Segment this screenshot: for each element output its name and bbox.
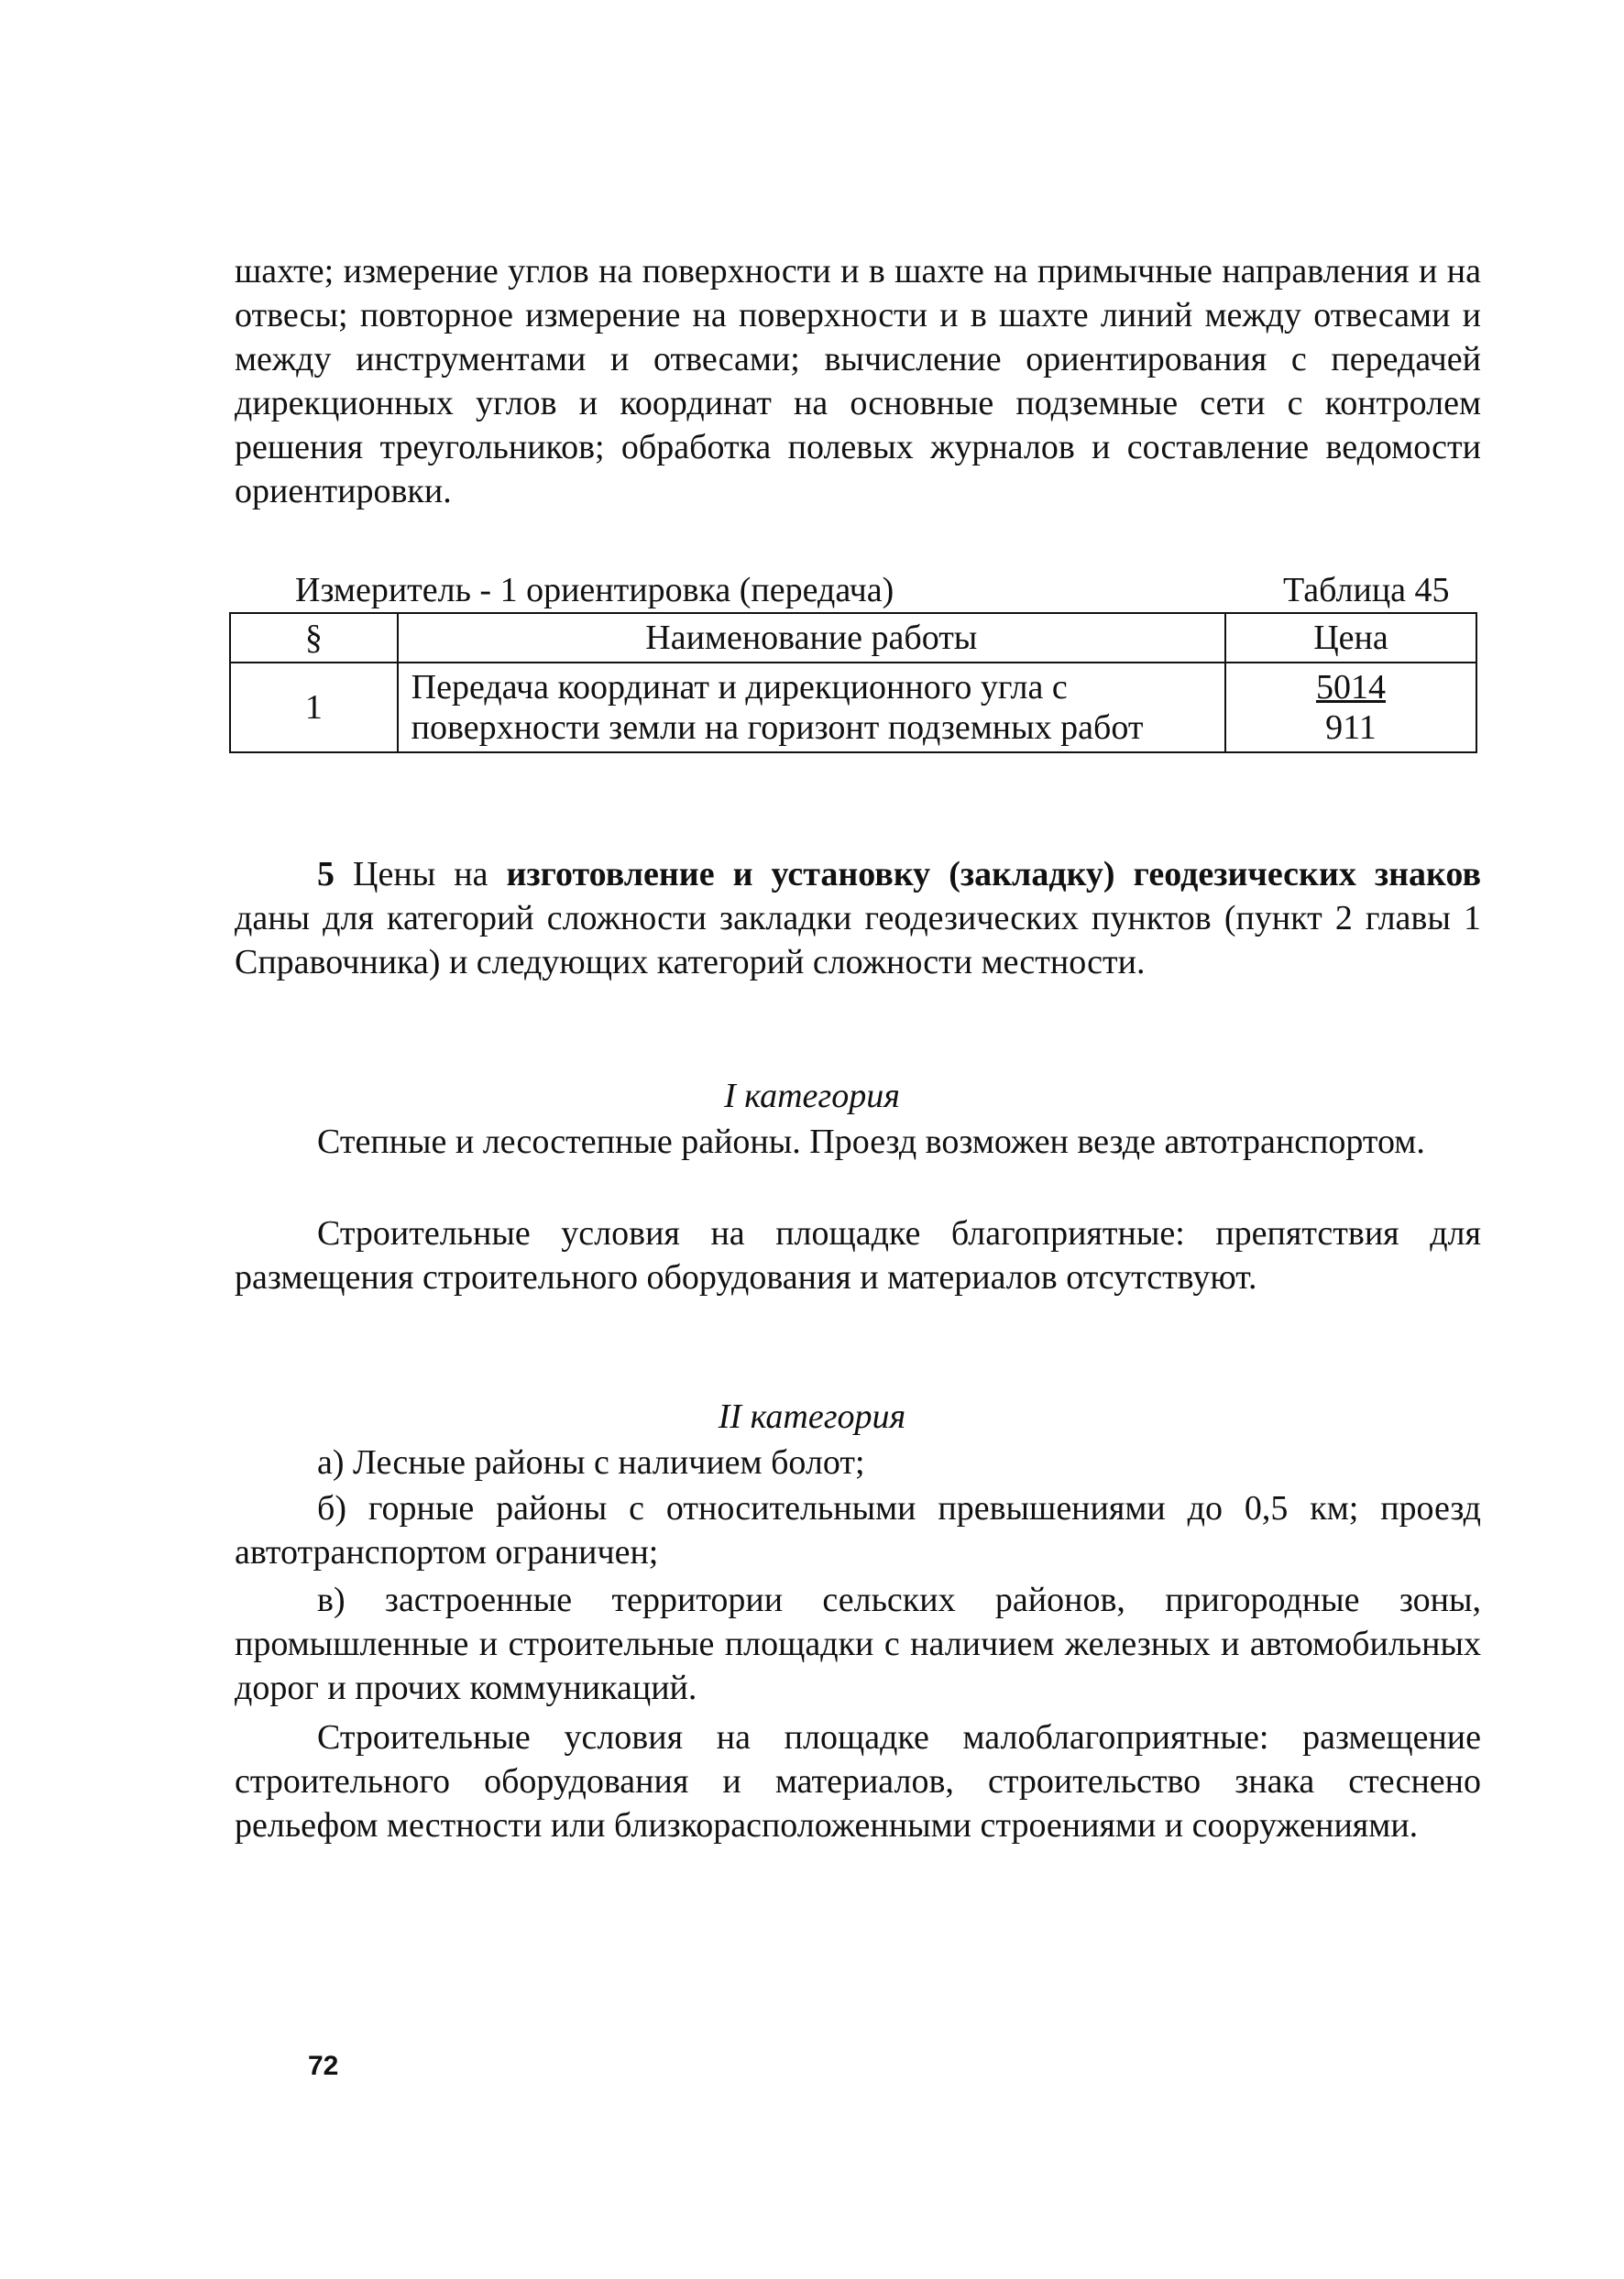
table-header-row <box>230 613 1476 663</box>
category-2-item-b: б) горные районы с относительными превышениями до 0,5 км; проезд автотранспортом ограничен; <box>235 1489 1481 1572</box>
header-price: Цена <box>1225 613 1476 663</box>
header-name: Наименование работы <box>398 613 1225 663</box>
section-text-bold: изготовление и установку (закладку) геодезических знаков <box>506 855 1481 893</box>
price-numerator: 5014 <box>1315 668 1386 707</box>
table-row <box>230 663 1476 752</box>
price-table <box>229 612 1477 753</box>
row-price <box>1225 663 1476 752</box>
category-2-item-c: в) застроенные территории сельских районов, пригородные зоны, промышленные и строительные площадки с наличием железных и автомобильных дорог и прочих коммуникаций. <box>235 1581 1481 1707</box>
section-text-b: даны для категорий сложности закладки геодезических пунктов (пункт 2 главы 1 Справочника) и следующих категорий сложности местности. <box>235 899 1481 981</box>
category-1-paragraph-1: Степные и лесостепные районы. Проезд возможен везде автотранспортом. <box>317 1123 1425 1161</box>
section-5-paragraph <box>235 852 1481 984</box>
category-1-heading: I категория <box>724 1077 900 1115</box>
row-num: 1 <box>230 663 398 752</box>
table-label: Таблица 45 <box>1283 571 1450 609</box>
intro-paragraph: шахте; измерение углов на поверхности и в шахте на примычные направления и на отвесы; повторное измерение на поверхности и в шахте линий между отвесами и между инструментами и отвесами; вычисление ориентирования с передачей дирекционных углов и координат на основные подземные сети с контролем решения треугольников; обработка полевых журналов и составление ведомости ориентировки. <box>235 252 1481 510</box>
page-number: 72 <box>308 2051 339 2081</box>
measure-caption: Измеритель - 1 ориентировка (передача) <box>295 571 894 609</box>
row-name: Передача координат и дирекционного угла с поверхности земли на горизонт подземных работ <box>398 663 1225 752</box>
category-2-item-a: а) Лесные районы с наличием болот; <box>317 1443 865 1482</box>
header-num: § <box>230 613 398 663</box>
price-denominator: 911 <box>1325 708 1377 747</box>
category-2-paragraph: Строительные условия на площадке малоблагоприятные: размещение строительного оборудования и материалов, строительство знака стеснено рельефом местности или близкорасположенными строениями и сооружениями. <box>235 1718 1481 1845</box>
section-number: 5 <box>317 855 335 893</box>
section-text-a: Цены на <box>353 855 507 893</box>
category-1-paragraph-2: Строительные условия на площадке благоприятные: препятствия для размещения строительного оборудования и материалов отсутствуют. <box>235 1214 1481 1297</box>
category-2-heading: II категория <box>718 1397 906 1436</box>
